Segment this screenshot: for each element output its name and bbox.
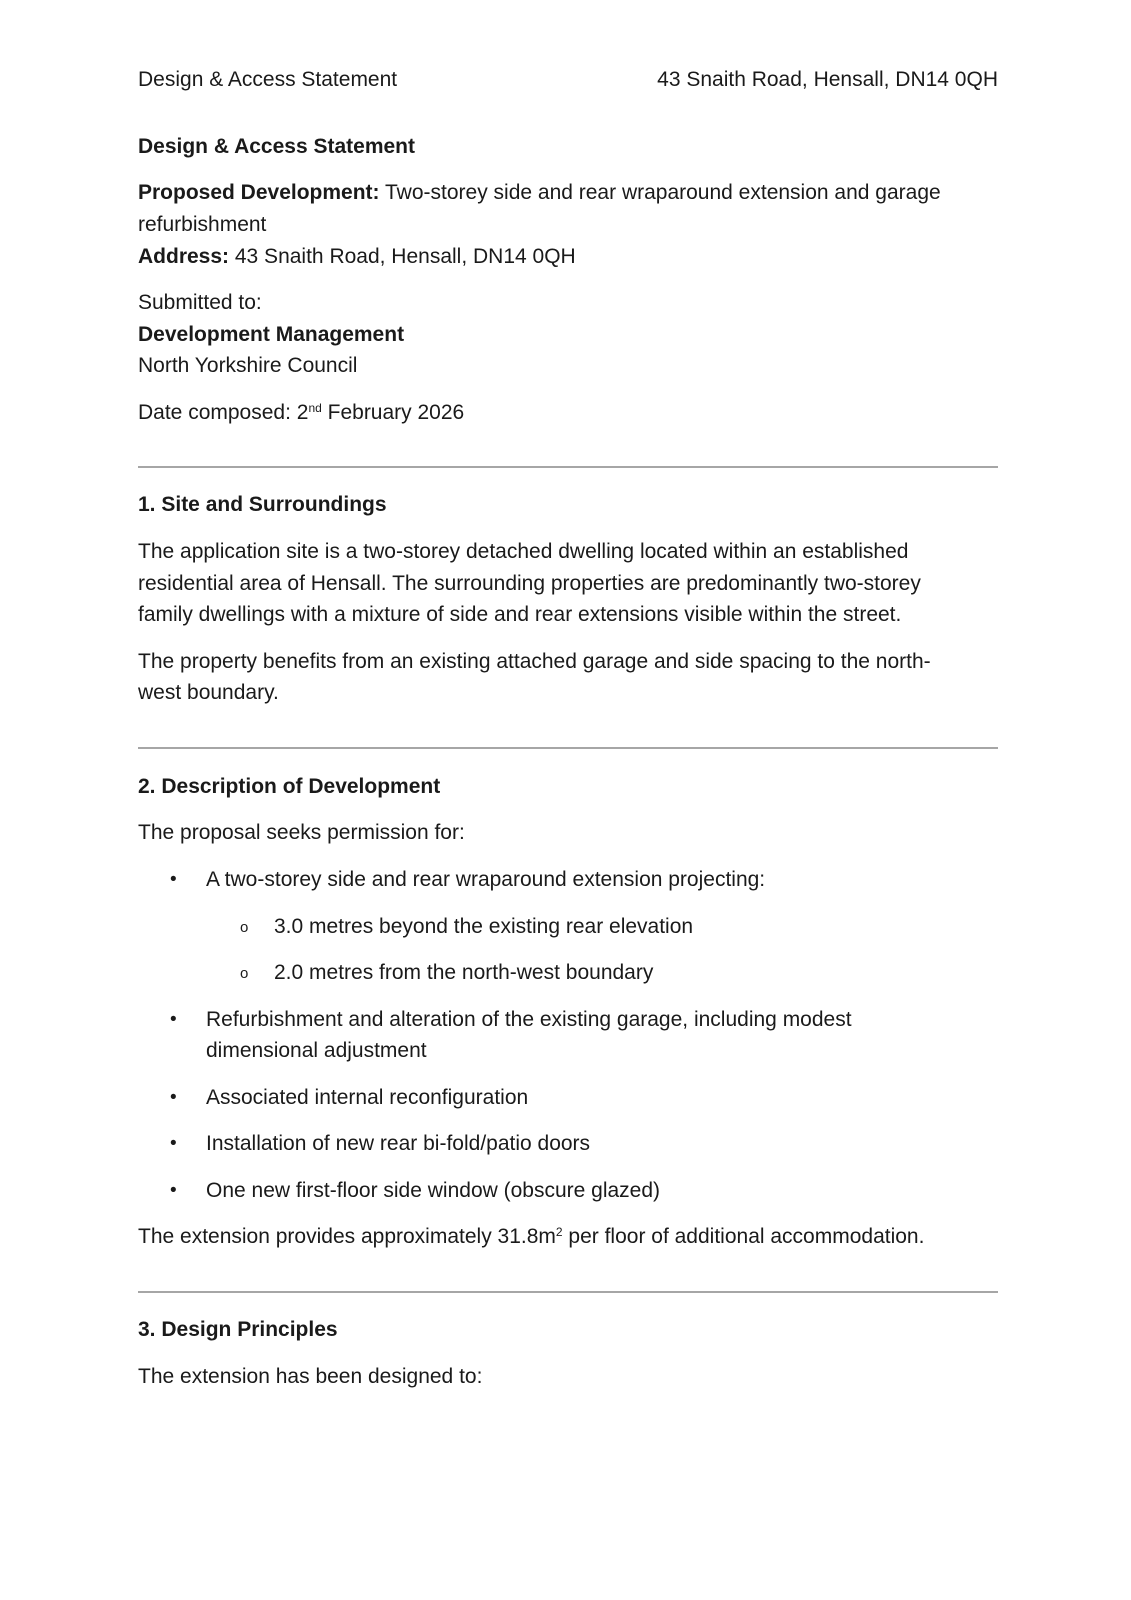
section1-para1-line3: family dwellings with a mixture of side and rear extensions visible within the street. — [138, 603, 902, 626]
header-left: Design & Access Statement — [138, 68, 398, 91]
divider — [138, 466, 998, 468]
bullet-dot-icon: • — [170, 1009, 177, 1030]
bullet-dot-icon: • — [170, 869, 177, 890]
bullet-dot-icon: • — [170, 1133, 177, 1154]
section3-intro: The extension has been designed to: — [138, 1365, 483, 1388]
circle-bullet-icon: o — [240, 919, 249, 936]
date-composed: Date composed: 2nd February 2026 — [138, 401, 465, 424]
proposed-value-cont: refurbishment — [138, 213, 267, 236]
address-line — [138, 241, 998, 273]
divider — [138, 747, 998, 749]
address-value: 43 Snaith Road, Hensall, DN14 0QH — [229, 245, 576, 268]
submitted-label: Submitted to: — [138, 291, 262, 314]
bullet-dot-icon: • — [170, 1087, 177, 1108]
proposed-value: Two-storey side and rear wraparound extension and garage — [379, 181, 941, 204]
section1-para1-line2: residential area of Hensall. The surrounding properties are predominantly two-storey — [138, 572, 921, 595]
submitted-council: North Yorkshire Council — [138, 354, 358, 377]
proposed-development — [138, 177, 998, 209]
section2-area: The extension provides approximately $31.8m^2$ per floor of additional accommodation. — [138, 1225, 925, 1248]
header-right: 43 Snaith Road, Hensall, DN14 0QH — [657, 68, 998, 91]
section1-para2-line2: west boundary. — [138, 681, 279, 704]
section1-para1-line1: The application site is a two-storey detached dwelling located within an established — [138, 540, 909, 563]
page-header — [138, 64, 998, 96]
divider — [138, 1291, 998, 1293]
section1-heading: 1. Site and Surroundings — [138, 493, 387, 516]
address-label: Address: — [138, 245, 230, 268]
submitted-org: Development Management — [138, 323, 405, 346]
circle-bullet-icon: o — [240, 965, 249, 982]
document-title: Design & Access Statement — [138, 135, 415, 158]
bullet-dot-icon: • — [170, 1180, 177, 1201]
section2-intro: The proposal seeks permission for: — [138, 821, 465, 844]
section3-heading: 3. Design Principles — [138, 1318, 338, 1341]
section2-heading: 2. Description of Development — [138, 775, 441, 798]
proposed-label: Proposed Development: — [138, 181, 380, 204]
section1-para2-line1: The property benefits from an existing attached garage and side spacing to the north- — [138, 650, 931, 673]
